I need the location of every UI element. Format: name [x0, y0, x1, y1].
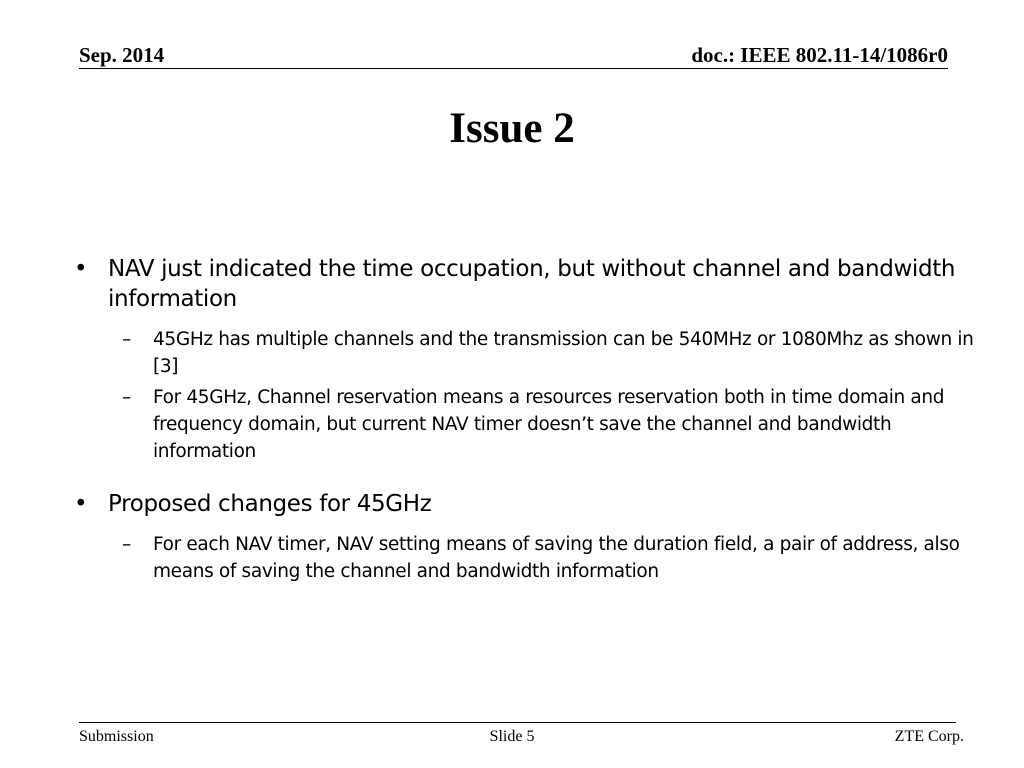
sub-bullet-text: For each NAV timer, NAV setting means of saving the duration field, a pair of address, also means of saving the channel and bandwidth information	[153, 534, 960, 582]
bullet-marker: •	[74, 491, 88, 517]
footer-slide-number: Slide 5	[489, 728, 535, 745]
sub-bullet-marker: –	[122, 534, 131, 555]
bullet-item	[72, 489, 982, 519]
sub-bullet-list	[72, 531, 982, 585]
slide-title: Issue 2	[449, 105, 575, 152]
sub-bullet-marker: –	[122, 387, 131, 408]
bullet-text: Proposed changes for 45GHz	[108, 491, 432, 517]
footer-submission: Submission	[79, 728, 154, 745]
sub-bullet-list	[72, 326, 982, 465]
sub-bullet-item	[72, 326, 982, 380]
header-doc-id: doc.: IEEE 802.11-14/1086r0	[691, 43, 948, 67]
sub-bullet-item	[72, 384, 982, 465]
slide-body	[72, 254, 982, 589]
bullet-item	[72, 254, 982, 314]
spacer	[72, 469, 982, 489]
sub-bullet-text: 45GHz has multiple channels and the transmission can be 540MHz or 1080Mhz as shown in [3]	[153, 329, 974, 377]
bullet-text: NAV just indicated the time occupation, but without channel and bandwidth information	[108, 256, 956, 312]
sub-bullet-text: For 45GHz, Channel reservation means a resources reservation both in time domain and frequency domain, but current NAV timer doesn’t save the channel and bandwidth information	[153, 387, 945, 462]
bullet-marker: •	[74, 256, 88, 282]
footer-divider	[79, 722, 956, 723]
header-divider	[79, 68, 948, 69]
footer-company: ZTE Corp.	[894, 728, 964, 745]
sub-bullet-item	[72, 531, 982, 585]
header-date: Sep. 2014	[79, 43, 165, 67]
sub-bullet-marker: –	[122, 329, 131, 350]
